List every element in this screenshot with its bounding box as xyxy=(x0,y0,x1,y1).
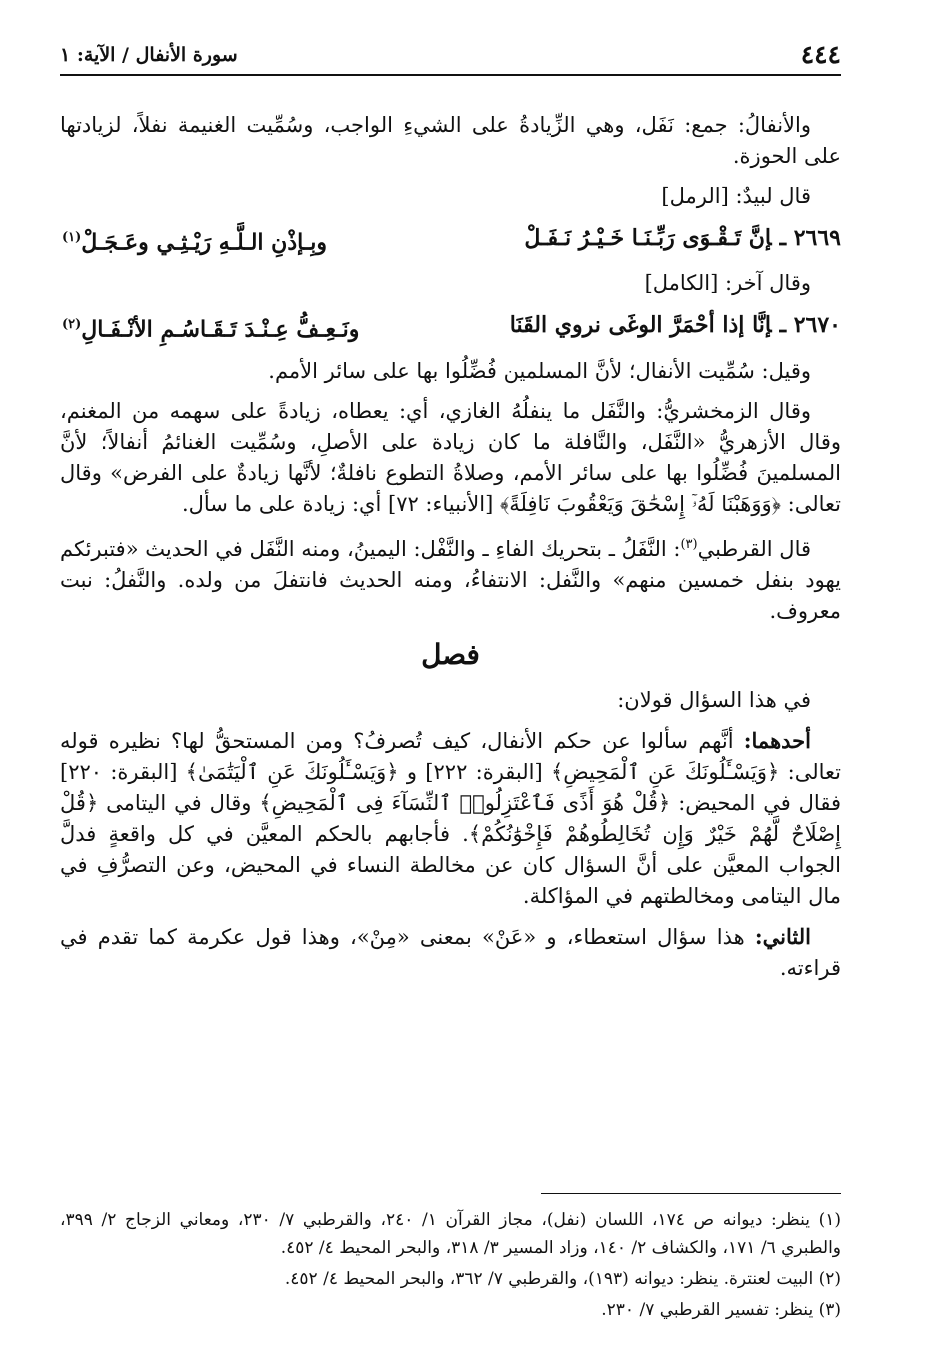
poetry-verse xyxy=(60,221,841,259)
verse-intro: قال لبيدٌ: [الرمل] xyxy=(661,184,811,208)
running-title: سورة الأنفال / الآية: ١ xyxy=(60,44,238,66)
verse-first-hemistich: إنَّا إذا أحْمَرَّ الوغَى نروي القَنَا xyxy=(509,312,772,339)
footnote: (٢) البيت لعنترة. ينظر: ديوانه (١٩٣)، والقرطبي ٧/ ٣٦٢، والبحر المحيط ٤/ ٤٥٢. xyxy=(284,1269,841,1289)
verse-intro: وقال آخر: [الكامل] xyxy=(644,271,811,296)
paragraph: أحدهما: أنَّهم سألوا عن حكم الأنفال، كيف تُصرفُ؟ ومن المستحقُّ لها؟ نظيره قوله تعالى: ﴿وَيَسْـَٔلُونَكَ عَنِ ٱلْمَحِيضِ﴾ [البقرة: ٢٢٢] و ﴿وَيَسْـَٔلُونَكَ عَنِ ٱلْيَتَٰمَىٰ﴾ [البقرة: ٢٢٠] فقال في المحيض: ﴿قُلْ هُوَ أَذًى فَٱعْتَزِلُوا۟ ٱلنِّسَآءَ فِى ٱلْمَحِيضِ﴾ وقال في اليتامى ﴿قُلْ إِصْلَاحٌ لَّهُمْ خَيْرٌ وَإِن تُخَالِطُوهُمْ فَإِخْوَٰنُكُمْ﴾. فأجابهم بالحكم المعيَّن في كل واقعةٍ فدلَّ الجواب المعيَّن على أنَّ السؤال كان عن مخالطة النساء في المحيض، وعن التصرُّفِ في مال اليتامى ومخالطتهم في المؤاكلة. xyxy=(60,727,841,908)
section-heading: فصل xyxy=(421,637,480,671)
footnote-ref[interactable]: (٢) xyxy=(62,317,82,333)
header-rule xyxy=(60,74,841,76)
book-page xyxy=(60,30,841,1347)
poetry-verse xyxy=(60,308,841,346)
footnote: (١) ينظر: ديوانه ص ١٧٤، اللسان (نفل)، مجاز القرآن ١/ ٢٤٠، والقرطبي ٧/ ٢٣٠، ومعاني الزجاج ٢/ ٣٩٩، والطبري ٦/ ١٧١، والكشاف ٢/ ١٤٠، وزاد المسير ٣/ ٣١٨، والبحر المحيط ٤/ ٤٥٢. xyxy=(60,1210,841,1258)
verse-second-hemistich: ونَـعِـفُّ عِـنْـدَ تَـقَـاسُـمِ الأنْـفَـالِ xyxy=(81,316,360,343)
main-text xyxy=(60,110,841,993)
verse-first-hemistich: إنَّ تَـقْـوَى رَبِّـنَـا خَـيْـرُ نَـفَـلْ xyxy=(524,225,772,251)
footnote-divider xyxy=(541,1193,841,1194)
paragraph: والأنفالُ: جمع: نَفَل، وهي الزِّيادةُ على الشيءِ الواجب، وسُمِّيت الغنيمة نفلاً، لزيادتها على الحوزة. xyxy=(60,113,841,168)
footnote-ref[interactable]: (٣) xyxy=(680,536,698,552)
paragraph: قال القرطبي$^{(٣)}$: النَّفَلُ ـ بتحريك الفاءِ ـ والنَّفْل: اليمينُ، ومنه النَّفَل في الحديث «فتبرئكم يهود بنفل خمسين منهم» والنَّفل: الانتفاءُ، ومنه الحديث فانتفلَ من ولده. والنَّفلُ: نبت معروف. xyxy=(60,536,841,623)
verse-number: ٢٦٦٩ ـ xyxy=(779,225,841,251)
verse-second-hemistich: وبِـإذْنِ الـلَّـهِ رَيْـثِـي وعَـجَـلْ xyxy=(81,229,328,256)
footnote: (٣) ينظر: تفسير القرطبي ٧/ ٢٣٠. xyxy=(601,1300,841,1320)
paragraph: الثاني: هذا سؤال استعطاء، و «عَنْ» بمعنى «مِنْ»، وهذا قول عكرمة كما تقدم في قراءته. xyxy=(60,923,841,980)
lead-word: أحدهما: xyxy=(743,727,811,753)
footnote-ref[interactable]: (١) xyxy=(62,230,82,245)
page-number: ٤٤٤ xyxy=(800,40,841,69)
paragraph: وقيل: سُمِّيت الأنفال؛ لأنَّ المسلمين فُضِّلُوا بها على سائر الأمم. xyxy=(268,358,811,383)
paragraph: في هذا السؤال قولان: xyxy=(617,687,811,712)
lead-word: الثاني: xyxy=(754,923,811,949)
paragraph: وقال الزمخشريُّ: والنَّفَل ما ينفلُهُ الغازي، أي: يعطاه، زيادةً على سهمه من المغنم، وقال الأزهريُّ «النَّفَل، والنَّافلة ما كان زيادة على الأصلِ، وسُمِّيت الغنائمُ أنفالاً؛ لأنَّ المسلمينَ فُضِّلُوا بها على سائر الأمم، وصلاةُ التطوع نافلةٌ؛ لأنَّها زيادةٌ على الفرض» وقال تعالى: ﴿وَوَهَبْنَا لَهُۥٓ إِسْحَٰقَ وَيَعْقُوبَ نَافِلَةً﴾ [الأنبياء: ٧٢] أي: زيادة على ما سأل. xyxy=(60,398,841,516)
footnotes xyxy=(60,1206,841,1327)
verse-number: ٢٦٧٠ ـ xyxy=(779,312,841,339)
page-header xyxy=(60,40,841,76)
